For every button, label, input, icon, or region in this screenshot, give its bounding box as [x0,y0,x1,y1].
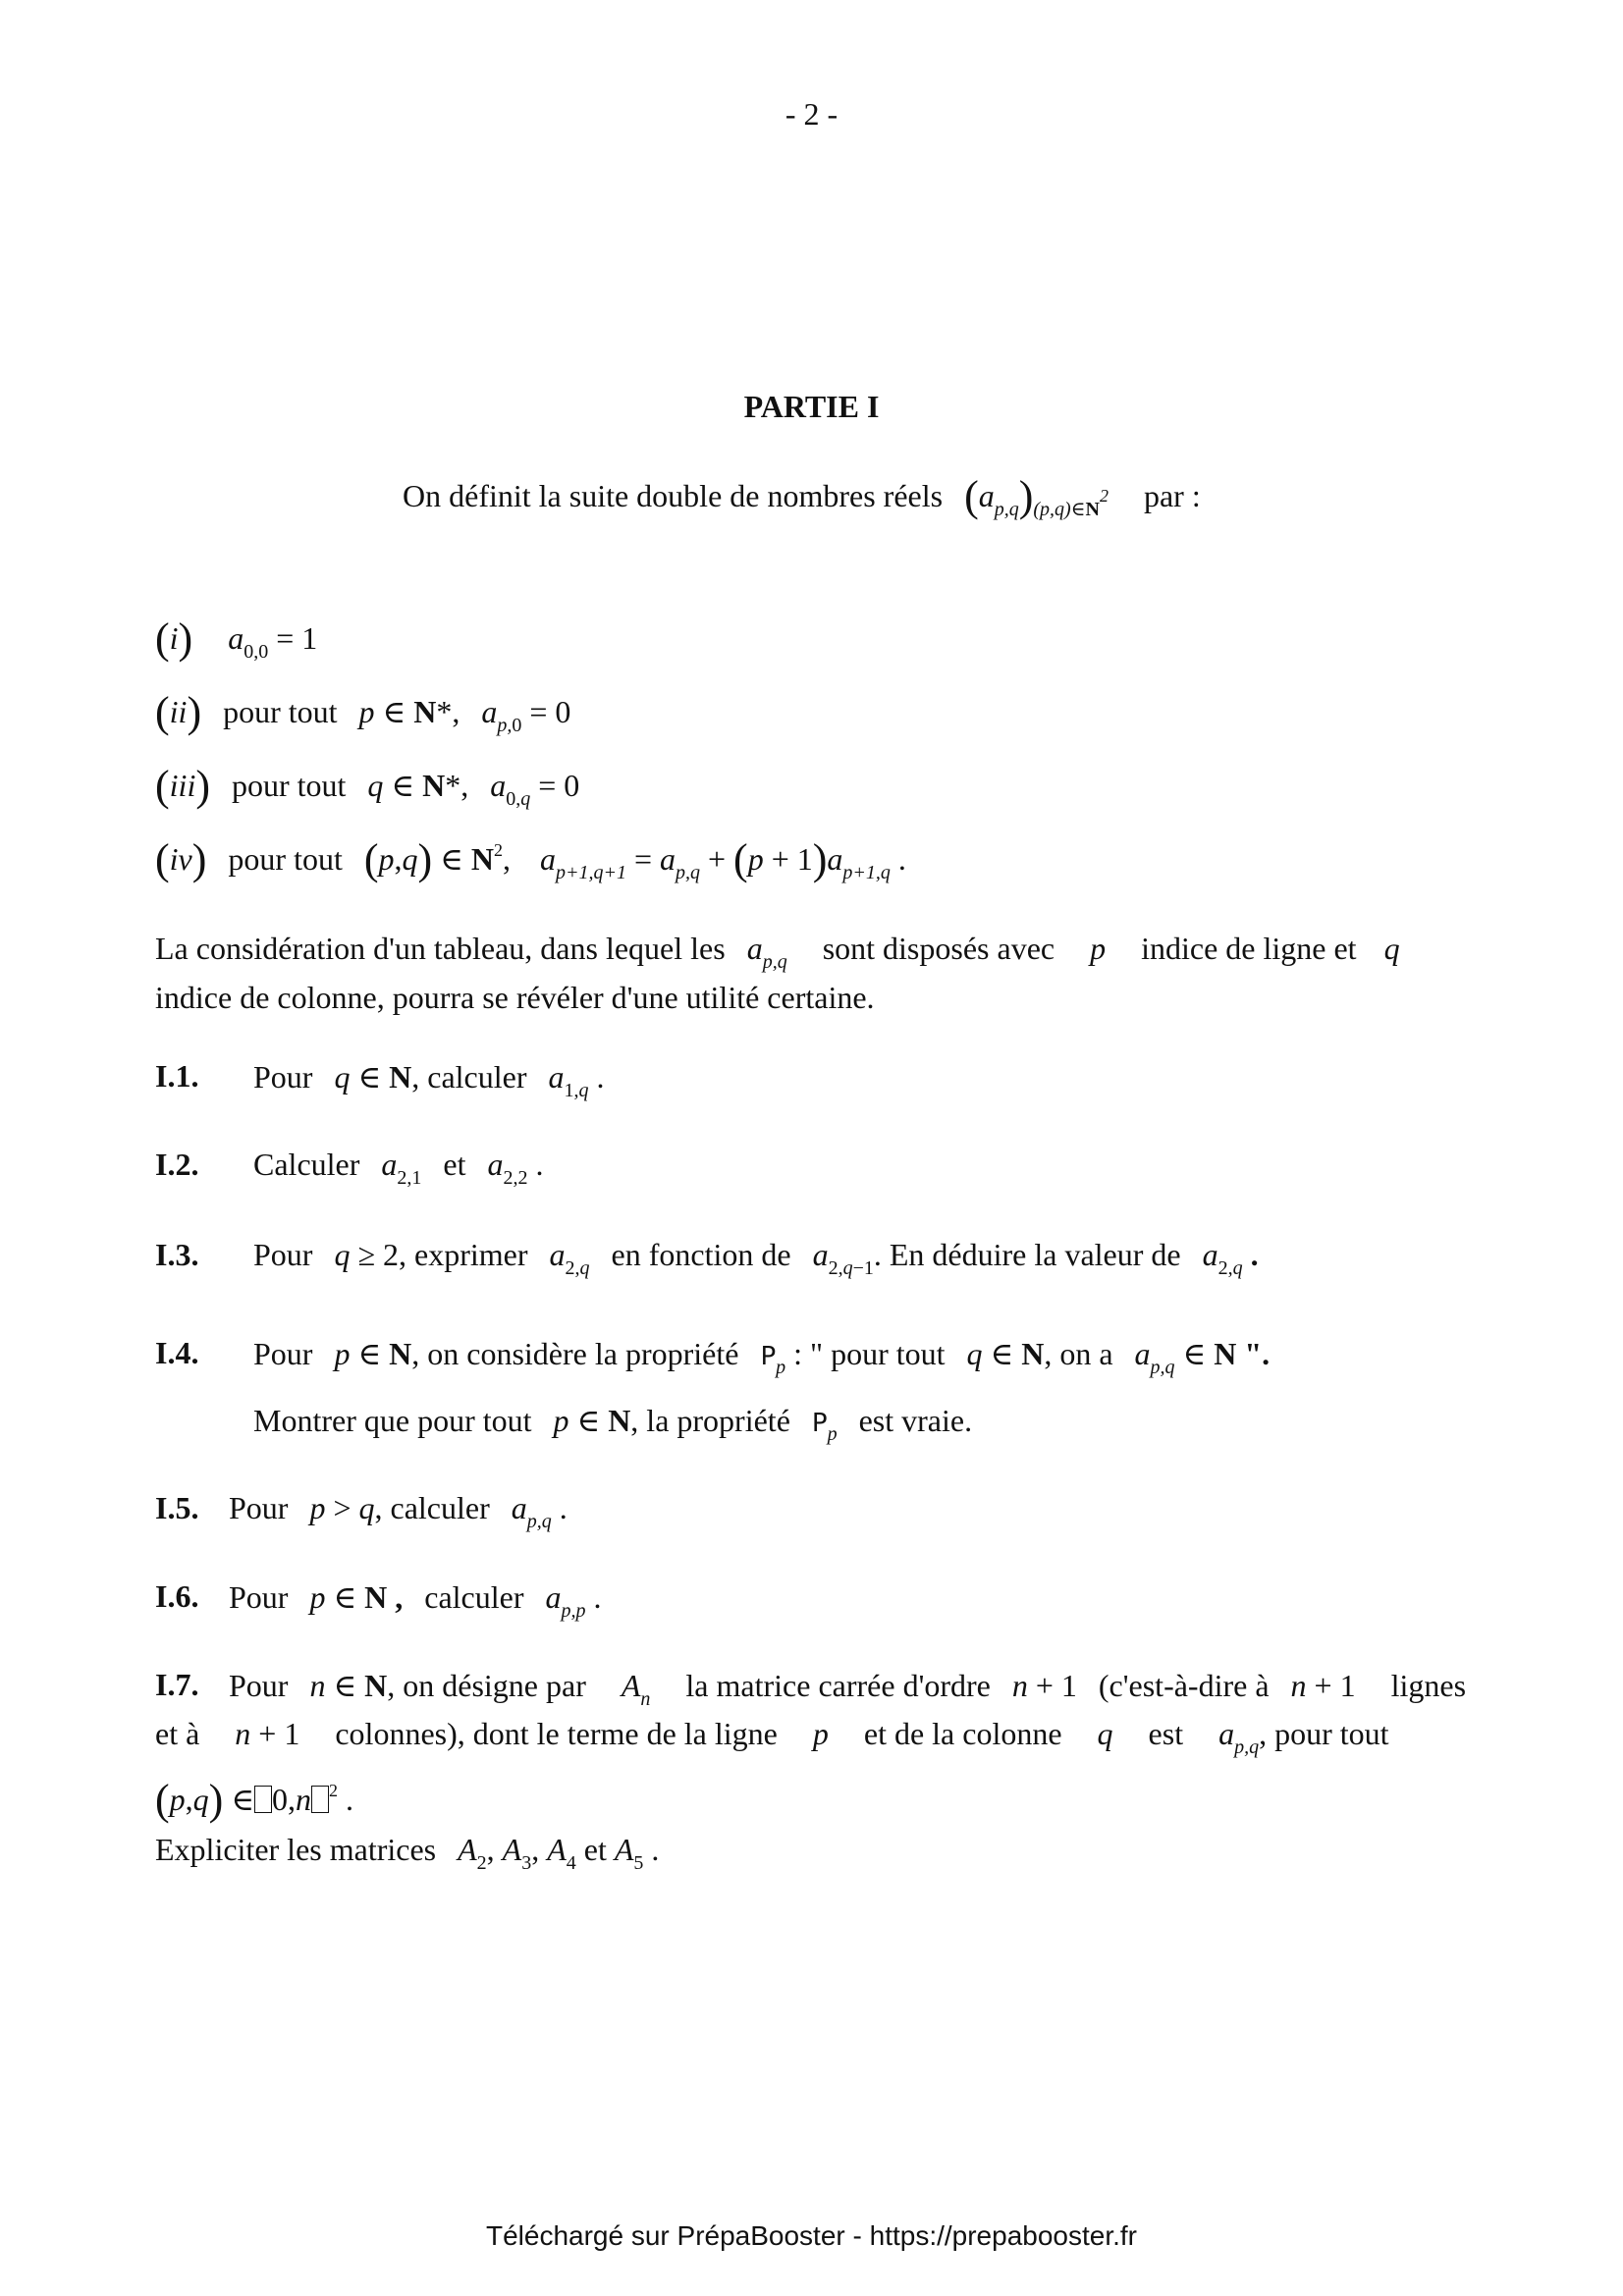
question-label: I.3. [155,1237,199,1272]
question-text: est vraie. [858,1403,973,1438]
intro-suffix: par : [1143,478,1201,513]
section-title: PARTIE I [743,389,880,424]
question-text: lignes [1390,1668,1467,1703]
condition-text: pour tout [231,768,347,803]
question-label: I.6. [155,1578,199,1614]
condition-label: ii [169,694,188,729]
page-footer: Téléchargé sur PrépaBooster - https://prepabooster.fr [485,2220,1138,2251]
question-text: Pour [229,1490,289,1525]
question-text: , on considère la propriété [411,1336,739,1371]
condition-label: iii [169,768,196,803]
question-3: Pour q ≥ 2, exprimer $a_{2,q}$ en fonction de $a_{2,q-1}$. En déduire la valeur de $a_{2,q}$ . [253,1237,1259,1279]
condition-value: 0 [564,768,580,803]
question-text: en fonction de [611,1237,791,1272]
question-text: , calculer [374,1490,490,1525]
question-text: . En déduire la valeur de [873,1237,1181,1272]
page-number: - 2 - [784,96,839,132]
bracket-box [254,1786,272,1813]
question-6: Pour p ∈ N , calculer $a_{p,p}$ . [229,1579,602,1622]
question-text: colonnes), dont le terme de la ligne [335,1716,778,1751]
paragraph-line-2: indice de colonne, pourra se révéler d'une utilité certaine. [155,980,875,1015]
question-text: et [443,1147,466,1182]
question-text: est [1148,1716,1184,1751]
condition-iii: (iii) pour tout q ∈ N*, $a_{0,q} = 0$ [155,762,580,810]
question-label: I.2. [155,1147,199,1182]
question-text: Pour [253,1237,313,1272]
question-text: Montrer que pour tout [253,1403,532,1438]
condition-value: 1 [301,620,318,656]
question-text: , calculer [411,1059,527,1095]
question-text: Pour [229,1579,289,1615]
condition-label: iv [169,841,192,877]
question-text: et à [155,1716,200,1751]
question-text: Expliciter les matrices [155,1832,437,1867]
question-text: , on a [1044,1336,1113,1371]
question-5: Pour p > q, calculer $a_{p,q}$ . [229,1490,568,1532]
question-text: Calculer [253,1147,360,1182]
question-2: Calculer $a_{2,1}$ et $a_{2,2}$ . [253,1147,544,1189]
question-text: et de la colonne [863,1716,1062,1751]
intro-line [403,471,1201,521]
question-text: calculer [424,1579,524,1615]
question-text: , la propriété [630,1403,790,1438]
question-4-line-1: Pour p ∈ N, on considère la propriété $P_p$ : " pour tout q ∈ N, on a $a_{p,q}$ ∈ N ". [253,1336,1271,1378]
condition-text: pour tout [223,694,338,729]
question-text: la matrice carrée d'ordre [685,1668,991,1703]
condition-value: 0 [555,694,571,729]
paragraph-text: indice de ligne et [1141,931,1357,966]
bracket-box [311,1786,329,1813]
condition-iv: (iv) pour tout (p,q) ∈ $N^2$, $a_{p+1,q+1} = a_{p,q} + (p + 1)a_{p+1,q}$ . [155,835,906,883]
question-text: Pour [253,1336,313,1371]
sequence-symbol: $(a_{p,q})_{(p,q)\in N2}$ [964,472,1109,520]
condition-label: i [169,620,179,656]
question-label: I.7. [155,1667,199,1702]
question-text: , exprimer [399,1237,528,1272]
question-text: Pour [229,1668,289,1703]
paragraph-text: La considération d'un tableau, dans lequel les [155,931,726,966]
condition-ii: (ii) pour tout p ∈ N*, $a_{p,0} = 0$ [155,688,571,736]
question-label: I.1. [155,1058,199,1094]
intro-text: On définit la suite double de nombres réels [403,478,944,513]
question-4-line-2: Montrer que pour tout p ∈ N, la propriété $P_p$ est vraie. [253,1403,973,1445]
question-1: Pour q ∈ N, calculer $a_{1,q}$ . [253,1059,605,1101]
question-text: , pour tout [1259,1716,1389,1751]
question-text: : " pour tout [793,1336,946,1371]
paragraph-line-1: La considération d'un tableau, dans lequel les $a_{p,q}$ sont disposés avec p indice de ligne et q [155,931,1400,973]
question-text: Pour [253,1059,313,1095]
question-text: , on désigne par [387,1668,586,1703]
question-7-line-3: (p,q) ∈ 0,n $^2$ . [155,1776,353,1824]
question-label: I.5. [155,1490,199,1525]
paragraph-text: sont disposés avec [822,931,1055,966]
question-7-line-2: et à n + 1 colonnes), dont le terme de la ligne p et de la colonne q est $a_{p,q}$, pour tout [155,1716,1389,1758]
question-7-line-1: Pour n ∈ N, on désigne par $A_n$ la matrice carrée d'ordre n + 1 (c'est-à-dire à n + 1 lignes [229,1668,1467,1710]
condition-text: pour tout [228,841,343,877]
question-7-line-4: Expliciter les matrices $A_2$, $A_3$, $A_4$ et $A_5$ . [155,1832,660,1874]
condition-i: (i) $a_{0,0} = 1$ [155,614,318,663]
question-text: (c'est-à-dire à [1098,1668,1270,1703]
question-label: I.4. [155,1335,199,1370]
